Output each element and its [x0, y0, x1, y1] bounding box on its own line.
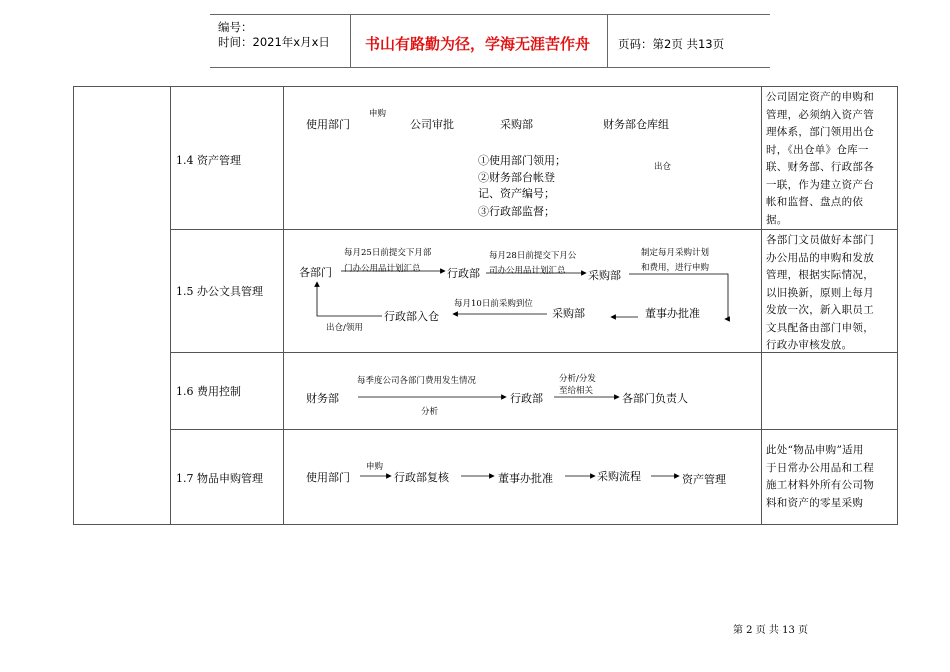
header-meta [210, 15, 350, 67]
label-28-line2: 司办公用品计划汇总 [489, 266, 566, 276]
remark-line: 此处“物品申购”适用 [766, 444, 864, 456]
node-admin-1-6: 行政部 [510, 392, 543, 405]
label-apply-1-7: 申购 [366, 462, 384, 472]
section-title-1-4: 1.4 资产管理 [176, 154, 241, 167]
flow-arrows [73, 86, 898, 525]
time-label: 时间：2021年x月x日 [218, 35, 330, 49]
remark-line: 管理，根据实际情况， [766, 269, 874, 281]
node-purchase-dept: 采购部 [500, 118, 533, 131]
label-25-line2: 门办公用品计划汇总 [344, 264, 421, 274]
step-1: ①使用部门领用； [478, 154, 566, 167]
remark-line: 据。 [766, 213, 788, 226]
process-table [73, 86, 898, 525]
number-label: 编号： [218, 20, 253, 34]
slogan: 书山有路勤为径，学海无涯苦作舟 [365, 35, 591, 53]
page-label: 页码：第2页 共13页 [618, 37, 725, 51]
remark-line: 时，《出仓单》仓库一 [766, 143, 869, 156]
header-page-cell [606, 15, 770, 67]
node-finance-warehouse: 财务部仓库组 [603, 118, 669, 131]
header-slogan-cell [350, 15, 608, 67]
label-out: 出仓 [654, 162, 672, 172]
section-title-1-7: 1.7 物品申购管理 [176, 472, 263, 485]
node-company-approval: 公司审批 [410, 118, 454, 131]
label-25-line1: 每月25日前提交下月部 [344, 248, 432, 258]
label-plan-line2: 和费用，进行申购 [641, 263, 710, 273]
node-purchase-flow: 采购流程 [597, 470, 641, 483]
remark-line: 公司固定资产的申购和 [766, 91, 874, 103]
remark-line: 以旧换新，原则上每月 [766, 286, 874, 299]
node-board: 董事办批准 [645, 307, 700, 320]
node-board-1-7: 董事办批准 [498, 472, 553, 485]
node-depts: 各部门 [299, 266, 332, 279]
node-admin: 行政部 [447, 267, 480, 280]
arrow-admin-depts [317, 282, 382, 316]
label-28-line1: 每月28日前提交下月公 [489, 251, 577, 261]
remark-line: 料和资产的零星采购 [766, 496, 864, 509]
remark-line: 办公用品的申购和发放 [766, 251, 874, 264]
remark-line: 联、财务部、行政部各 [766, 161, 874, 173]
step-3: ③行政部监督； [478, 205, 555, 218]
remark-line: 于日常办公用品和工程 [766, 461, 874, 474]
node-use-dept: 使用部门 [306, 118, 350, 131]
page-header [210, 14, 770, 68]
remark-line: 发放一次，新入职员工 [766, 304, 874, 316]
remark-line: 理体系，部门领用出仓 [766, 126, 874, 138]
label-out-collect: 出仓/领用 [326, 323, 363, 333]
remark-line: 各部门文员做好本部门 [766, 234, 874, 246]
node-purchase: 采购部 [588, 269, 621, 282]
node-admin-in: 行政部入仓 [384, 310, 439, 323]
section-title-1-6: 1.6 费用控制 [176, 385, 241, 398]
remark-line: 管理，必须纳入资产管 [766, 108, 874, 121]
label-10: 每月10日前采购到位 [454, 299, 533, 309]
remark-line: 文具配备由部门申领， [766, 321, 874, 334]
node-use-dept-1-7: 使用部门 [306, 471, 350, 484]
page-footer: 第 2 页 共 13 页 [733, 625, 808, 636]
label-apply: 申购 [369, 109, 387, 119]
remark-line: 施工材料外所有公司物 [766, 479, 874, 491]
label-analysis-dist: 分析/分发 [559, 374, 596, 384]
step-2b: 记、资产编号； [478, 187, 555, 200]
node-dept-heads: 各部门负责人 [622, 392, 688, 405]
label-plan-line1: 制定每月采购计划 [641, 248, 710, 258]
node-finance: 财务部 [306, 392, 339, 405]
node-asset-mgmt: 资产管理 [682, 473, 726, 486]
remark-line: 行政办审核发放。 [766, 339, 853, 351]
label-cut: 至给相关 [559, 386, 594, 396]
node-admin-review: 行政部复核 [394, 471, 449, 484]
label-analysis: 分析 [421, 407, 439, 417]
arrow-purchase-board [629, 274, 728, 319]
remark-line: 一联，作为建立资产台 [766, 178, 874, 191]
step-2a: ②财务部台帐登 [478, 171, 555, 184]
node-purchase-2: 采购部 [552, 307, 585, 320]
label-quarter: 每季度公司各部门费用发生情况 [357, 376, 477, 386]
section-title-1-5: 1.5 办公文具管理 [176, 285, 263, 298]
remark-line: 帐和监督、盘点的依 [766, 196, 864, 208]
